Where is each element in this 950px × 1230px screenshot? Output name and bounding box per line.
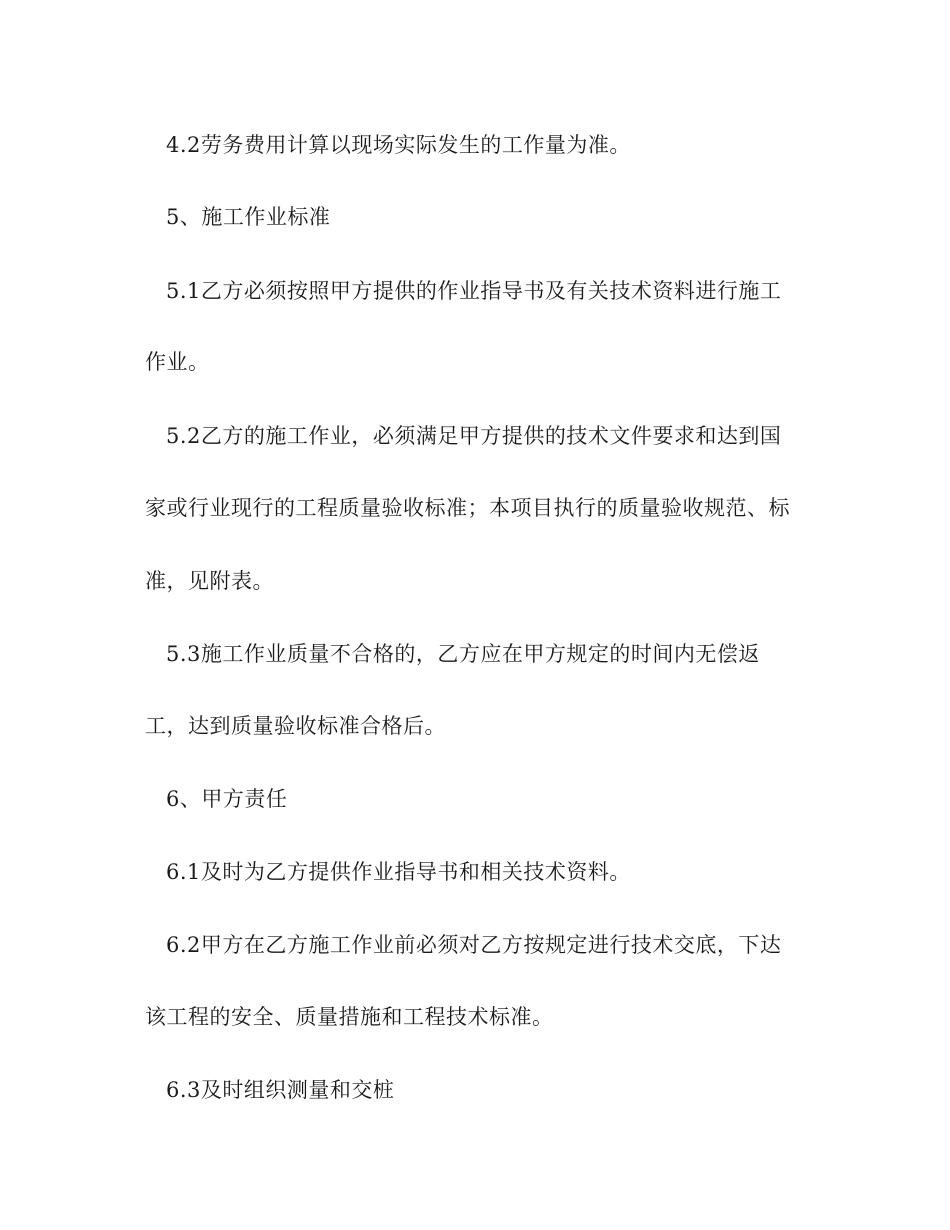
clause-5-3-continued: 工，达到质量验收标准合格后。 [145,714,446,738]
clause-5-1-continued: 作业。 [145,350,210,374]
section-5-heading: 5、施工作业标准 [166,205,331,229]
clause-5-2: 5.2乙方的施工作业，必须满足甲方提供的技术文件要求和达到国 [166,424,782,448]
clause-6-3: 6.3及时组织测量和交桩 [166,1078,395,1102]
clause-6-2-continued: 该工程的安全、质量措施和工程技术标准。 [145,1005,554,1029]
clause-5-2-end: 准，见附表。 [145,569,274,593]
clause-6-1: 6.1及时为乙方提供作业指导书和相关技术资料。 [166,860,631,884]
clause-4-2: 4.2劳务费用计算以现场实际发生的工作量为准。 [166,133,631,157]
clause-5-2-continued: 家或行业现行的工程质量验收标准；本项目执行的质量验收规范、标 [145,496,790,520]
clause-5-1: 5.1乙方必须按照甲方提供的作业指导书及有关技术资料进行施工 [166,279,782,303]
clause-5-3: 5.3施工作业质量不合格的，乙方应在甲方规定的时间内无偿返 [166,642,760,666]
clause-6-2: 6.2甲方在乙方施工作业前必须对乙方按规定进行技术交底，下达 [166,933,782,957]
section-6-heading: 6、甲方责任 [166,787,288,811]
